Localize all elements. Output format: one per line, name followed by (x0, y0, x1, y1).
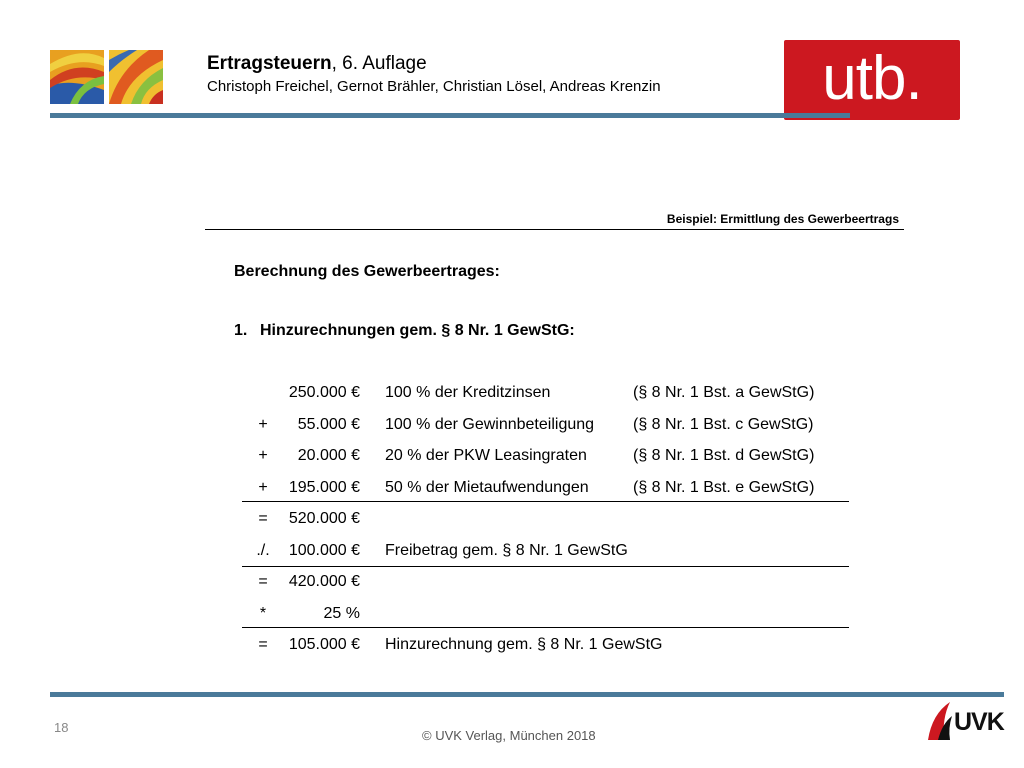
uvk-logo-text: UVK (954, 708, 1004, 736)
book-title-bold: Ertragsteuern (207, 53, 332, 74)
row-legal-reference: (§ 8 Nr. 1 Bst. d GewStG) (633, 447, 815, 464)
calculation-row (0, 508, 1024, 530)
subsection-number: 1. (234, 322, 248, 339)
row-amount: 55.000 € (297, 415, 360, 433)
book-authors: Christoph Freichel, Gernot Brähler, Christian Lösel, Andreas Krenzin (207, 78, 661, 95)
book-title (207, 53, 427, 75)
row-operator: * (259, 604, 267, 622)
utb-logo-text: utb. (822, 44, 922, 113)
sum-rule (242, 566, 849, 567)
cover-thumbnail-2 (109, 50, 163, 104)
calculation-row (0, 477, 1024, 499)
footer-divider-bar (50, 692, 1004, 697)
slide-title-rule (205, 229, 904, 230)
calculation-row (0, 382, 1024, 404)
calculation-row (0, 634, 1024, 656)
row-description: Hinzurechnung gem. § 8 Nr. 1 GewStG (385, 636, 663, 653)
row-legal-reference: (§ 8 Nr. 1 Bst. e GewStG) (633, 478, 815, 496)
slide-title: Beispiel: Ermittlung des Gewerbeertrags (666, 212, 899, 226)
row-operator: + (258, 447, 268, 464)
row-amount: 520.000 € (288, 510, 360, 527)
subsection-title: Hinzurechnungen gem. § 8 Nr. 1 GewStG: (260, 322, 575, 339)
row-legal-reference: (§ 8 Nr. 1 Bst. a GewStG) (633, 384, 815, 401)
calculation-row (0, 445, 1024, 467)
header-divider-bar (50, 113, 850, 118)
row-amount: 100.000 € (288, 541, 360, 559)
utb-logo (784, 40, 960, 120)
row-amount: 105.000 € (288, 636, 360, 653)
row-operator: = (258, 636, 268, 653)
subsection-heading (234, 322, 575, 340)
row-operator: = (258, 573, 268, 590)
row-description: 100 % der Gewinnbeteiligung (385, 415, 595, 433)
row-operator: = (258, 510, 268, 527)
book-title-edition: , 6. Auflage (331, 53, 427, 74)
row-amount: 420.000 € (288, 573, 360, 590)
calculation-row (0, 414, 1024, 436)
uvk-logo (924, 700, 1004, 744)
row-amount: 250.000 € (288, 384, 360, 401)
row-operator: ./. (256, 541, 270, 559)
calculation-row (0, 540, 1024, 562)
sum-rule (242, 501, 849, 502)
row-amount: 25 % (323, 604, 360, 622)
row-description: 50 % der Mietaufwendungen (385, 478, 589, 496)
calculation-row (0, 603, 1024, 625)
sum-rule (242, 627, 849, 628)
row-description: Freibetrag gem. § 8 Nr. 1 GewStG (385, 541, 628, 559)
calculation-row (0, 571, 1024, 593)
uvk-sail-icon (924, 700, 956, 744)
row-operator: + (258, 478, 268, 496)
page-number: 18 (54, 720, 69, 735)
row-operator: + (258, 415, 268, 433)
row-description: 20 % der PKW Leasingraten (385, 447, 587, 464)
copyright-notice: © UVK Verlag, München 2018 (422, 728, 596, 743)
row-description: 100 % der Kreditzinsen (385, 384, 551, 401)
cover-thumbnail-1 (50, 50, 104, 104)
row-amount: 195.000 € (288, 478, 360, 496)
row-legal-reference: (§ 8 Nr. 1 Bst. c GewStG) (633, 415, 814, 433)
row-amount: 20.000 € (297, 447, 360, 464)
section-heading: Berechnung des Gewerbeertrages: (234, 263, 500, 280)
